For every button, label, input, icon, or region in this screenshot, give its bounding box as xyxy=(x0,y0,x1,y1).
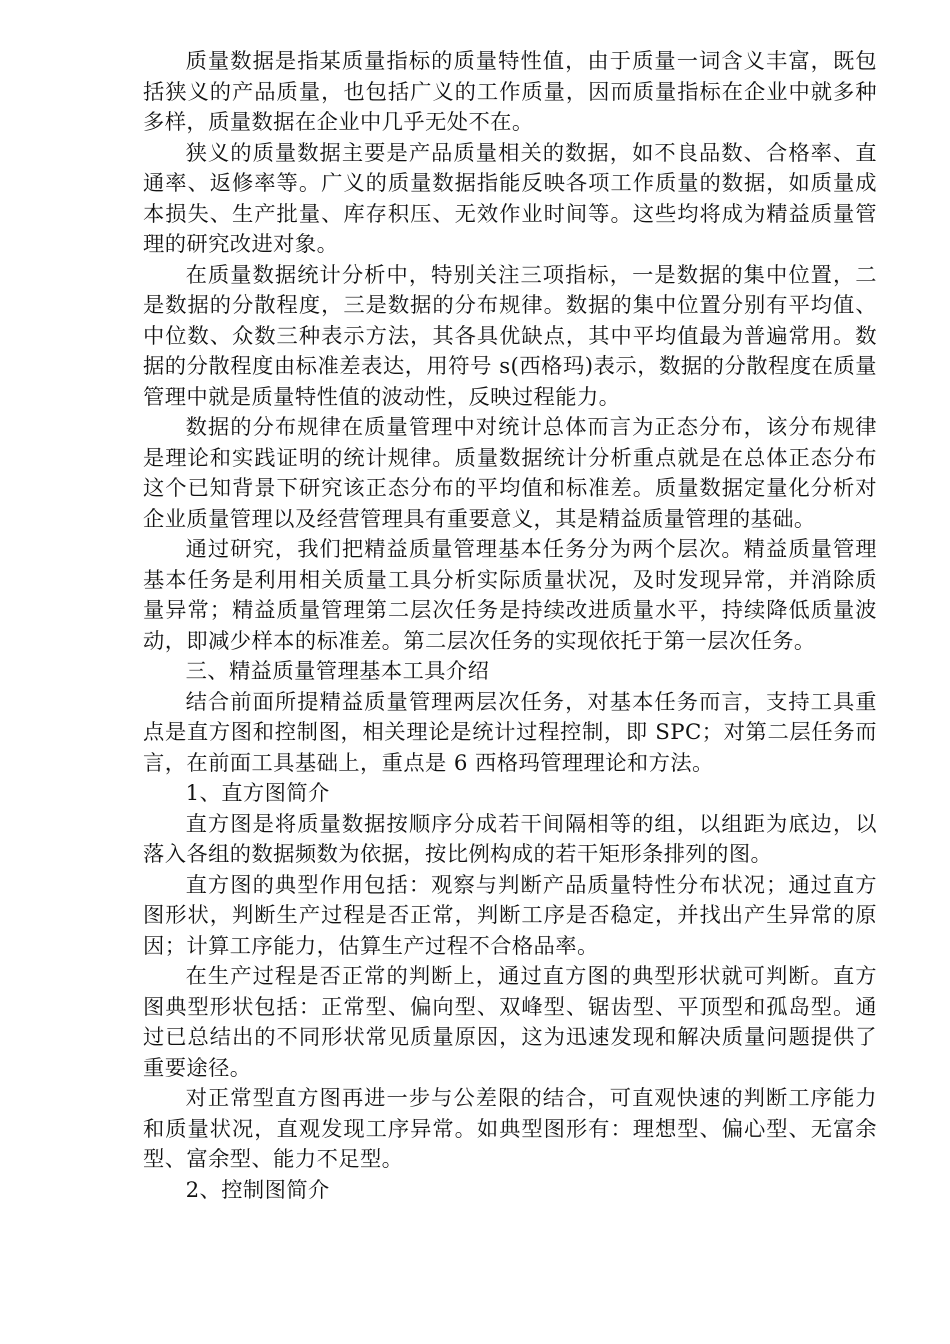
paragraph-histogram-uses: 直方图的典型作用包括：观察与判断产品质量特性分布状况；通过直方图形状，判断生产过程是否正常，判断工序是否稳定，并找出产生异常的原因；计算工序能力，估算生产过程不合格品率。 xyxy=(143,872,877,959)
paragraph-quality-data-definition: 质量数据是指某质量指标的质量特性值，由于质量一词含义丰富，既包括狭义的产品质量，也包括广义的工作质量，因而质量指标在企业中就多种多样，质量数据在企业中几乎无处不在。 xyxy=(143,49,877,135)
section-heading-basic-tools: 三、精益质量管理基本工具介绍 xyxy=(185,659,490,684)
paragraph-histogram-shapes: 在生产过程是否正常的判断上，通过直方图的典型形状就可判断。直方图典型形状包括：正常型、偏向型、双峰型、锯齿型、平顶型和孤岛型。通过已总结出的不同形状常见质量原因，这为迅速发现和解决质量问题提供了重要途径。 xyxy=(143,964,877,1081)
subheading-control-chart: 2、控制图简介 xyxy=(185,1177,330,1203)
document-body xyxy=(143,47,877,1206)
subheading-histogram: 1、直方图简介 xyxy=(185,781,330,806)
paragraph-statistical-indicators: 在质量数据统计分析中，特别关注三项指标，一是数据的集中位置，二是数据的分散程度，三是数据的分布规律。数据的集中位置分别有平均值、中位数、众数三种表示方法，其各具优缺点，其中平均值最为普遍常用。数据的分散程度由标准差表达，用符号 s(西格玛)表示，数据的分散程度在质量管理中就是质量特性值的波动性，反映过程能力。 xyxy=(143,262,877,410)
paragraph-normal-distribution: 数据的分布规律在质量管理中对统计总体而言为正态分布，该分布规律是理论和实践证明的统计规律。质量数据统计分析重点就是在总体正态分布这个已知背景下研究该正态分布的平均值和标准差。质量数据定量化分析对企业质量管理以及经营管理具有重要意义，其是精益质量管理的基础。 xyxy=(143,415,877,532)
paragraph-tolerance-limits: 对正常型直方图再进一步与公差限的结合，可直观快速的判断工序能力和质量状况，直观发现工序异常。如典型图形有：理想型、偏心型、无富余型、富余型、能力不足型。 xyxy=(143,1086,877,1172)
paragraph-task-levels: 通过研究，我们把精益质量管理基本任务分为两个层次。精益质量管理基本任务是利用相关质量工具分析实际质量状况，及时发现异常，并消除质量异常；精益质量管理第二层次任务是持续改进质量水平，持续降低质量波动，即减少样本的标准差。第二层次任务的实现依托于第一层次任务。 xyxy=(143,537,877,654)
paragraph-narrow-broad-quality-data: 狭义的质量数据主要是产品质量相关的数据，如不良品数、合格率、直通率、返修率等。广义的质量数据指能反映各项工作质量的数据，如质量成本损失、生产批量、库存积压、无效作业时间等。这些均将成为精益质量管理的研究改进对象。 xyxy=(143,140,877,257)
paragraph-histogram-definition: 直方图是将质量数据按顺序分成若干间隔相等的组，以组距为底边，以落入各组的数据频数为依据，按比例构成的若干矩形条排列的图。 xyxy=(143,811,877,867)
paragraph-tools-overview: 结合前面所提精益质量管理两层次任务，对基本任务而言，支持工具重点是直方图和控制图，相关理论是统计过程控制，即 SPC；对第二层任务而言，在前面工具基础上，重点是 6 西格玛管理理论和方法。 xyxy=(143,689,877,776)
